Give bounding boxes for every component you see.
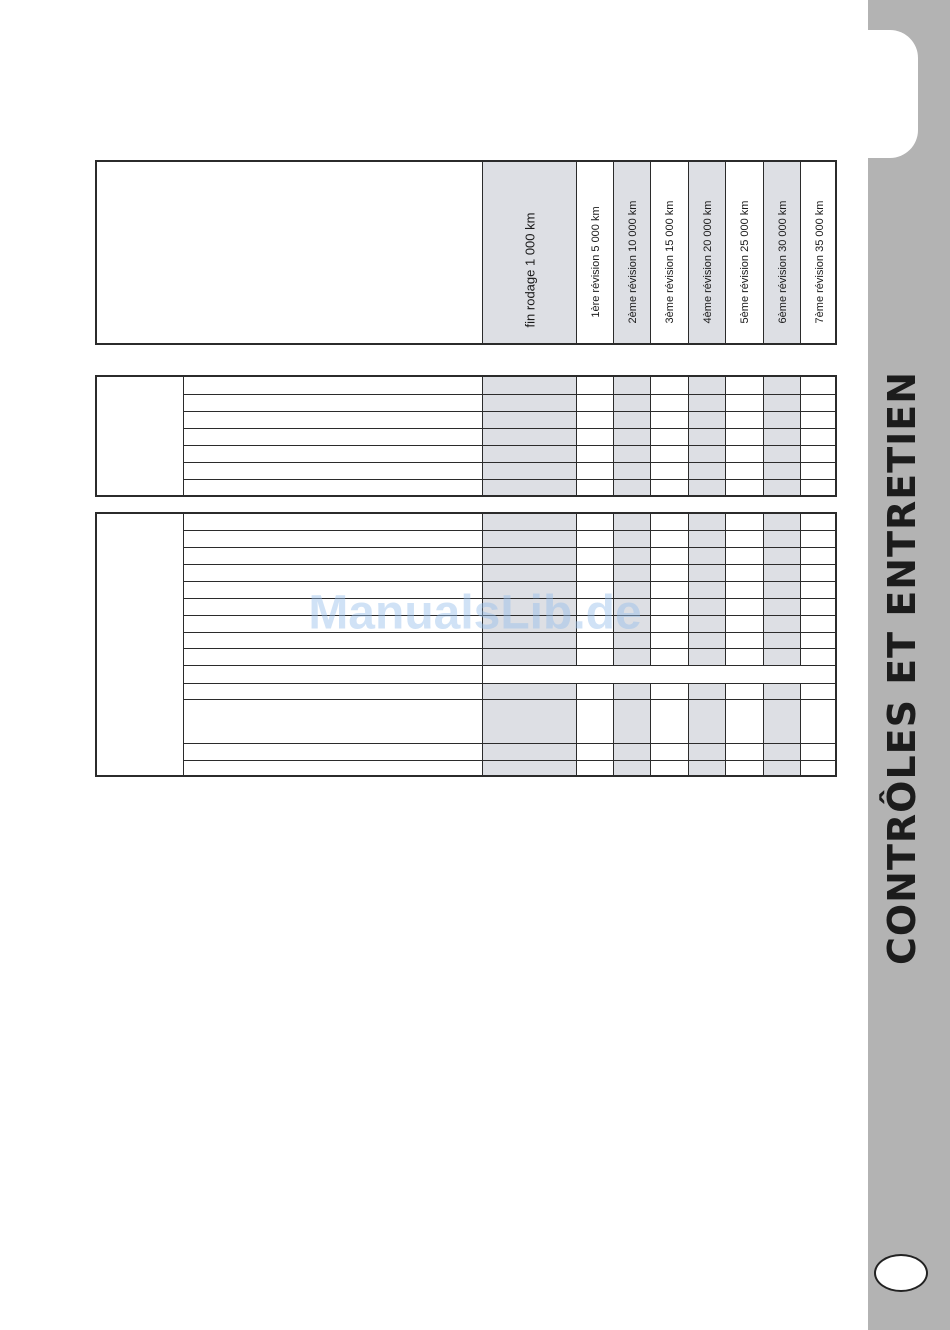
col-header-break-in: fin rodage 1 000 km	[522, 212, 538, 328]
col-header-service-4: 4ème révision 20 000 km	[702, 200, 714, 324]
header-table	[95, 160, 837, 345]
maintenance-table-1	[95, 375, 837, 497]
col-header-service-5: 5ème révision 25 000 km	[739, 200, 751, 324]
page-number-oval	[874, 1254, 928, 1292]
section-title: CONTRÔLES ET ENTRETIEN	[880, 370, 924, 966]
col-header-service-7: 7ème révision 35 000 km	[814, 200, 826, 324]
col-header-service-1: 1ère révision 5 000 km	[590, 206, 602, 318]
col-header-service-6: 6ème révision 30 000 km	[777, 200, 789, 324]
col-header-service-2: 2ème révision 10 000 km	[627, 200, 639, 324]
watermark: ManualsLib.de	[308, 586, 642, 640]
side-tab-notch	[868, 30, 918, 158]
maintenance-table-2	[95, 512, 837, 777]
col-header-service-3: 3ème révision 15 000 km	[664, 200, 676, 324]
